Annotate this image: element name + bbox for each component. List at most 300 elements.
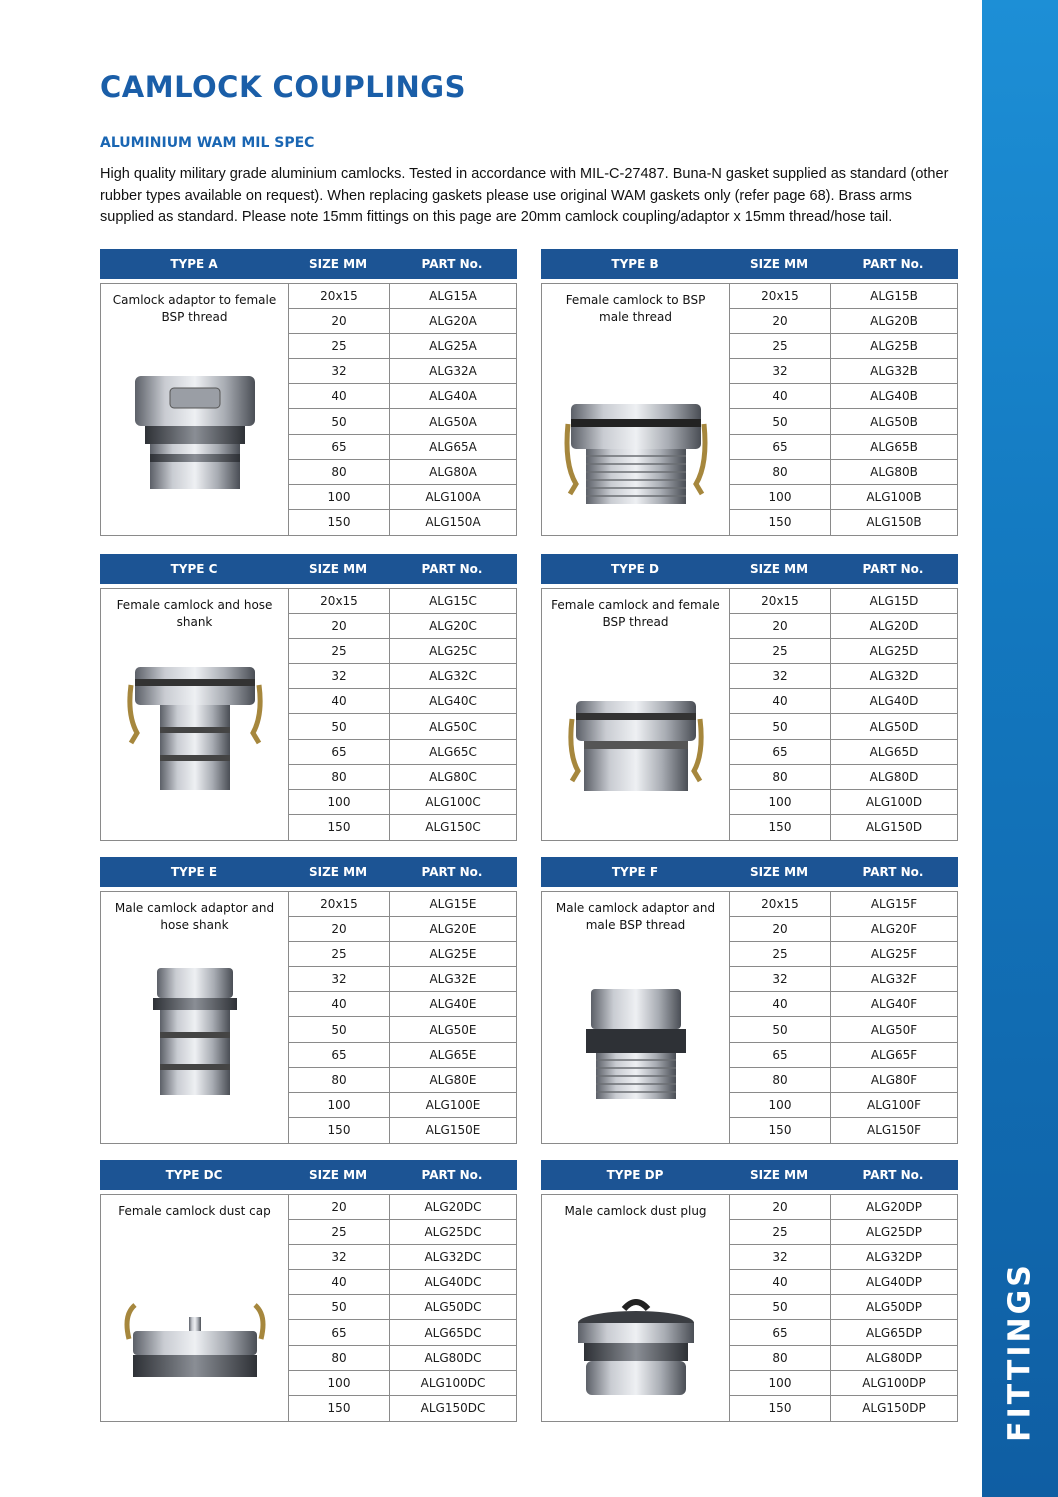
table-row — [289, 1295, 516, 1320]
part-number-cell: ALG40E — [429, 997, 477, 1012]
table-row — [730, 1346, 957, 1371]
table-row — [289, 510, 516, 535]
table-row — [730, 664, 957, 689]
size-cell: 20 — [289, 917, 390, 941]
part-column-header: PART No. — [862, 865, 924, 879]
table-row — [730, 1295, 957, 1320]
size-cell: 20 — [730, 614, 831, 638]
type-label: TYPE A — [170, 257, 218, 271]
part-number-cell: ALG65E — [429, 1047, 477, 1062]
product-block-type-d — [541, 554, 958, 841]
size-cell: 32 — [289, 359, 390, 383]
part-number-cell: ALG80F — [870, 1072, 918, 1087]
type-label: TYPE C — [170, 562, 218, 576]
part-number-cell: ALG80DP — [866, 1350, 922, 1365]
table-row — [730, 510, 957, 535]
type-label: TYPE E — [170, 865, 218, 879]
table-row — [289, 1270, 516, 1295]
part-column-header: PART No. — [421, 562, 483, 576]
type-e-adaptor-icon — [115, 960, 275, 1100]
product-block-type-a — [100, 249, 517, 536]
part-number-cell: ALG40D — [869, 694, 919, 709]
size-cell: 20 — [730, 1195, 831, 1219]
table-row — [730, 790, 957, 815]
size-cell: 20 — [730, 917, 831, 941]
table-body — [100, 1194, 517, 1422]
part-number-cell: ALG25DC — [424, 1225, 482, 1240]
table-row — [289, 309, 516, 334]
part-number-cell: ALG40DC — [424, 1275, 482, 1290]
size-cell: 65 — [289, 1320, 390, 1344]
part-number-cell: ALG150D — [865, 820, 923, 835]
size-cell: 65 — [289, 435, 390, 459]
table-row — [289, 992, 516, 1017]
table-row — [730, 714, 957, 739]
part-number-cell: ALG40C — [429, 694, 477, 709]
size-cell: 50 — [289, 1295, 390, 1319]
table-row — [730, 485, 957, 510]
part-number-cell: ALG65DC — [424, 1325, 482, 1340]
part-column-header: PART No. — [862, 1168, 924, 1182]
type-label: TYPE DC — [165, 1168, 223, 1182]
product-description: Male camlock dust plug — [564, 1204, 707, 1218]
table-row — [730, 1220, 957, 1245]
part-number-cell: ALG20B — [870, 314, 918, 329]
table-row — [730, 384, 957, 409]
product-description: Female camlock to BSP male thread — [565, 293, 706, 324]
table-row — [289, 435, 516, 460]
table-row — [730, 1017, 957, 1042]
table-row — [730, 892, 957, 917]
description-cell — [542, 589, 730, 840]
part-column-header: PART No. — [421, 1168, 483, 1182]
size-cell: 50 — [730, 1295, 831, 1319]
part-number-cell: ALG50A — [429, 414, 477, 429]
part-number-cell: ALG65D — [869, 744, 919, 759]
table-row — [289, 790, 516, 815]
product-description: Female camlock and hose shank — [116, 598, 273, 629]
part-number-cell: ALG15B — [870, 289, 918, 304]
table-row — [730, 435, 957, 460]
size-cell: 40 — [730, 1270, 831, 1294]
size-cell: 65 — [730, 1043, 831, 1067]
table-row — [289, 589, 516, 614]
table-row — [289, 485, 516, 510]
table-body — [100, 283, 517, 536]
size-cell: 80 — [289, 1068, 390, 1092]
part-number-cell: ALG100F — [867, 1097, 921, 1112]
size-cell: 80 — [730, 765, 831, 789]
side-tab-label: FITTINGS — [1002, 1262, 1038, 1442]
table-row — [730, 1396, 957, 1421]
description-cell — [542, 284, 730, 535]
size-cell: 32 — [730, 664, 831, 688]
size-cell: 80 — [730, 460, 831, 484]
size-cell: 100 — [730, 1371, 831, 1395]
product-description: Camlock adaptor to female BSP thread — [112, 293, 277, 324]
description-cell — [101, 892, 289, 1143]
size-cell: 40 — [289, 992, 390, 1016]
table-body — [541, 1194, 958, 1422]
size-column-header: SIZE MM — [308, 865, 368, 879]
product-block-type-c — [100, 554, 517, 841]
part-number-cell: ALG20DC — [424, 1200, 482, 1215]
part-number-cell: ALG15C — [429, 594, 477, 609]
type-label: TYPE D — [610, 562, 660, 576]
part-number-cell: ALG80C — [429, 769, 477, 784]
size-cell: 25 — [730, 639, 831, 663]
part-number-cell: ALG32E — [429, 972, 477, 987]
part-number-cell: ALG50C — [429, 719, 477, 734]
description-cell — [101, 284, 289, 535]
table-row — [730, 1093, 957, 1118]
description-cell — [542, 892, 730, 1143]
table-row — [289, 892, 516, 917]
table-header — [541, 249, 958, 279]
table-row — [289, 664, 516, 689]
part-number-cell: ALG32DC — [424, 1250, 482, 1265]
size-cell: 100 — [289, 790, 390, 814]
size-cell: 20x15 — [289, 892, 390, 916]
product-block-type-e — [100, 857, 517, 1144]
part-number-cell: ALG25D — [869, 644, 919, 659]
table-row — [730, 942, 957, 967]
size-cell: 50 — [289, 714, 390, 738]
part-number-cell: ALG65DP — [866, 1325, 922, 1340]
table-row — [289, 409, 516, 434]
size-cell: 32 — [289, 1245, 390, 1269]
size-cell: 80 — [289, 765, 390, 789]
part-column-header: PART No. — [862, 562, 924, 576]
table-row — [289, 1245, 516, 1270]
size-cell: 25 — [730, 1220, 831, 1244]
table-row — [730, 334, 957, 359]
size-cell: 20 — [289, 309, 390, 333]
size-cell: 150 — [730, 1118, 831, 1143]
size-cell: 50 — [730, 1017, 831, 1041]
size-cell: 65 — [289, 740, 390, 764]
part-number-cell: ALG32F — [870, 972, 918, 987]
size-cell: 50 — [730, 409, 831, 433]
table-row — [289, 614, 516, 639]
size-cell: 20x15 — [730, 892, 831, 916]
size-cell: 20 — [289, 614, 390, 638]
size-cell: 25 — [289, 1220, 390, 1244]
table-row — [289, 967, 516, 992]
part-column-header: PART No. — [421, 257, 483, 271]
size-cell: 100 — [289, 1371, 390, 1395]
size-column-header: SIZE MM — [308, 562, 368, 576]
table-row — [289, 1043, 516, 1068]
size-cell: 50 — [289, 1017, 390, 1041]
part-number-cell: ALG150A — [425, 515, 481, 530]
type-label: TYPE F — [611, 865, 659, 879]
part-number-cell: ALG20D — [869, 619, 919, 634]
part-number-cell: ALG40F — [870, 997, 918, 1012]
table-row — [730, 765, 957, 790]
type-f-adaptor-icon — [556, 974, 716, 1114]
part-number-cell: ALG50F — [870, 1022, 918, 1037]
size-cell: 100 — [289, 485, 390, 509]
table-header — [100, 1160, 517, 1190]
part-number-cell: ALG20A — [429, 314, 477, 329]
table-row — [730, 1043, 957, 1068]
type-label: TYPE DP — [606, 1168, 664, 1182]
size-cell: 20x15 — [730, 284, 831, 308]
part-number-cell: ALG25E — [429, 947, 477, 962]
size-cell: 20x15 — [289, 589, 390, 613]
product-description: Male camlock adaptor and hose shank — [114, 901, 275, 932]
size-cell: 65 — [730, 740, 831, 764]
part-number-cell: ALG15F — [870, 897, 918, 912]
table-row — [730, 409, 957, 434]
size-cell: 100 — [730, 1093, 831, 1117]
part-number-cell: ALG20C — [429, 619, 477, 634]
size-cell: 150 — [730, 510, 831, 535]
description-cell — [101, 589, 289, 840]
size-cell: 32 — [730, 967, 831, 991]
table-row — [730, 614, 957, 639]
part-number-cell: ALG50DP — [866, 1300, 922, 1315]
part-number-cell: ALG65A — [429, 439, 477, 454]
part-number-cell: ALG65B — [870, 439, 918, 454]
part-number-cell: ALG100C — [425, 794, 481, 809]
part-number-cell: ALG32C — [429, 669, 477, 684]
part-number-cell: ALG100D — [865, 794, 923, 809]
size-cell: 40 — [289, 1270, 390, 1294]
description-cell — [101, 1195, 289, 1421]
size-cell: 50 — [289, 409, 390, 433]
size-cell: 32 — [730, 1245, 831, 1269]
table-row — [289, 1346, 516, 1371]
part-column-header: PART No. — [862, 257, 924, 271]
part-number-cell: ALG100DP — [862, 1375, 926, 1390]
part-number-cell: ALG50DC — [424, 1300, 482, 1315]
table-row — [289, 765, 516, 790]
table-row — [730, 639, 957, 664]
table-row — [289, 639, 516, 664]
table-body — [541, 588, 958, 841]
table-row — [730, 1245, 957, 1270]
table-row — [730, 1320, 957, 1345]
size-column-header: SIZE MM — [749, 1168, 809, 1182]
size-cell: 100 — [730, 790, 831, 814]
size-cell: 40 — [730, 689, 831, 713]
page-title: CAMLOCK COUPLINGS — [100, 70, 467, 104]
size-cell: 20 — [289, 1195, 390, 1219]
part-number-cell: ALG40DP — [866, 1275, 922, 1290]
part-number-cell: ALG80B — [870, 464, 918, 479]
size-cell: 100 — [289, 1093, 390, 1117]
table-row — [289, 1371, 516, 1396]
table-row — [730, 967, 957, 992]
size-cell: 40 — [730, 384, 831, 408]
part-number-cell: ALG65F — [870, 1047, 918, 1062]
size-cell: 80 — [730, 1068, 831, 1092]
part-number-cell: ALG100A — [425, 489, 481, 504]
part-number-cell: ALG15D — [869, 594, 919, 609]
part-number-cell: ALG150B — [866, 515, 922, 530]
product-block-type-b — [541, 249, 958, 536]
table-row — [289, 284, 516, 309]
product-block-type-f — [541, 857, 958, 1144]
table-header — [541, 857, 958, 887]
table-row — [730, 815, 957, 840]
part-number-cell: ALG80DC — [424, 1350, 482, 1365]
size-cell: 80 — [730, 1346, 831, 1370]
size-cell: 80 — [289, 460, 390, 484]
size-cell: 150 — [289, 1396, 390, 1421]
size-column-header: SIZE MM — [749, 257, 809, 271]
type-c-coupler-icon — [115, 657, 275, 797]
size-cell: 25 — [289, 639, 390, 663]
table-row — [730, 992, 957, 1017]
type-d-coupler-icon — [556, 681, 716, 821]
part-number-cell: ALG50D — [869, 719, 919, 734]
part-number-cell: ALG100B — [866, 489, 922, 504]
part-number-cell: ALG32DP — [866, 1250, 922, 1265]
size-cell: 100 — [730, 485, 831, 509]
type-label: TYPE B — [611, 257, 659, 271]
intro-paragraph: High quality military grade aluminium camlocks. Tested in accordance with MIL-C-27487. Buna-N gasket supplied as standard (other rubber types available on request). When replacing gaskets please use original WAM gaskets only (refer page 68). Brass arms supplied as standard. Please note 15mm fittings on this page are 20mm camlock coupling/adaptor x 15mm thread/hose tail. — [100, 166, 949, 225]
product-description: Male camlock adaptor and male BSP thread — [555, 901, 716, 932]
table-row — [730, 740, 957, 765]
part-number-cell: ALG20E — [429, 922, 477, 937]
product-description: Female camlock and female BSP thread — [551, 598, 720, 629]
table-row — [289, 1118, 516, 1143]
table-row — [289, 917, 516, 942]
part-number-cell: ALG15A — [429, 289, 477, 304]
size-cell: 25 — [730, 334, 831, 358]
product-block-type-dc — [100, 1160, 517, 1422]
description-cell — [542, 1195, 730, 1421]
table-header — [100, 249, 517, 279]
table-row — [289, 334, 516, 359]
part-number-cell: ALG80E — [429, 1072, 477, 1087]
size-cell: 40 — [730, 992, 831, 1016]
table-header — [541, 1160, 958, 1190]
part-number-cell: ALG65C — [429, 744, 477, 759]
size-cell: 150 — [289, 815, 390, 840]
part-column-header: PART No. — [421, 865, 483, 879]
size-cell: 150 — [289, 510, 390, 535]
part-number-cell: ALG40B — [870, 389, 918, 404]
table-row — [730, 1068, 957, 1093]
table-row — [730, 1118, 957, 1143]
table-header — [100, 554, 517, 584]
size-cell: 32 — [730, 359, 831, 383]
table-row — [289, 1068, 516, 1093]
table-body — [541, 891, 958, 1144]
table-row — [289, 460, 516, 485]
table-row — [289, 1093, 516, 1118]
table-row — [289, 1017, 516, 1042]
size-column-header: SIZE MM — [749, 865, 809, 879]
size-cell: 65 — [289, 1043, 390, 1067]
table-row — [289, 1220, 516, 1245]
size-cell: 20x15 — [730, 589, 831, 613]
part-number-cell: ALG25A — [429, 339, 477, 354]
part-number-cell: ALG50B — [870, 414, 918, 429]
table-row — [730, 1270, 957, 1295]
section-subtitle: ALUMINIUM WAM MIL SPEC — [100, 135, 315, 151]
table-body — [541, 283, 958, 536]
table-row — [730, 359, 957, 384]
size-cell: 32 — [289, 664, 390, 688]
table-body — [100, 588, 517, 841]
size-cell: 25 — [730, 942, 831, 966]
size-cell: 150 — [289, 1118, 390, 1143]
part-number-cell: ALG50E — [429, 1022, 477, 1037]
size-cell: 20 — [730, 309, 831, 333]
table-row — [289, 815, 516, 840]
product-block-type-dp — [541, 1160, 958, 1422]
size-cell: 25 — [289, 334, 390, 358]
part-number-cell: ALG20DP — [866, 1200, 922, 1215]
size-cell: 80 — [289, 1346, 390, 1370]
part-number-cell: ALG150C — [425, 820, 481, 835]
table-body — [100, 891, 517, 1144]
part-number-cell: ALG25C — [429, 644, 477, 659]
table-row — [730, 1195, 957, 1220]
part-number-cell: ALG40A — [429, 389, 477, 404]
part-number-cell: ALG32B — [870, 364, 918, 379]
table-row — [730, 309, 957, 334]
part-number-cell: ALG150F — [867, 1123, 921, 1138]
type-dc-dust-cap-icon — [115, 1277, 275, 1417]
size-cell: 65 — [730, 435, 831, 459]
part-number-cell: ALG150DC — [420, 1401, 486, 1416]
part-number-cell: ALG32A — [429, 364, 477, 379]
size-cell: 20x15 — [289, 284, 390, 308]
part-number-cell: ALG15E — [429, 897, 477, 912]
table-row — [730, 1371, 957, 1396]
product-description: Female camlock dust cap — [118, 1204, 271, 1218]
size-cell: 150 — [730, 815, 831, 840]
part-number-cell: ALG20F — [870, 922, 918, 937]
size-cell: 150 — [730, 1396, 831, 1421]
table-row — [289, 359, 516, 384]
table-row — [289, 1195, 516, 1220]
part-number-cell: ALG80D — [869, 769, 919, 784]
part-number-cell: ALG25B — [870, 339, 918, 354]
part-number-cell: ALG150E — [425, 1123, 481, 1138]
table-row — [730, 689, 957, 714]
part-number-cell: ALG80A — [429, 464, 477, 479]
size-column-header: SIZE MM — [308, 1168, 368, 1182]
size-cell: 40 — [289, 689, 390, 713]
part-number-cell: ALG25DP — [866, 1225, 922, 1240]
type-a-adaptor-icon — [115, 366, 275, 506]
table-row — [730, 460, 957, 485]
table-header — [100, 857, 517, 887]
table-row — [289, 689, 516, 714]
table-row — [289, 1320, 516, 1345]
part-number-cell: ALG150DP — [862, 1401, 926, 1416]
size-cell: 25 — [289, 942, 390, 966]
table-row — [289, 740, 516, 765]
table-header — [541, 554, 958, 584]
part-number-cell: ALG100E — [425, 1097, 481, 1112]
size-cell: 32 — [289, 967, 390, 991]
part-number-cell: ALG25F — [870, 947, 918, 962]
part-number-cell: ALG32D — [869, 669, 919, 684]
size-column-header: SIZE MM — [308, 257, 368, 271]
size-cell: 65 — [730, 1320, 831, 1344]
type-dp-dust-plug-icon — [556, 1279, 716, 1419]
size-cell: 50 — [730, 714, 831, 738]
table-row — [289, 942, 516, 967]
